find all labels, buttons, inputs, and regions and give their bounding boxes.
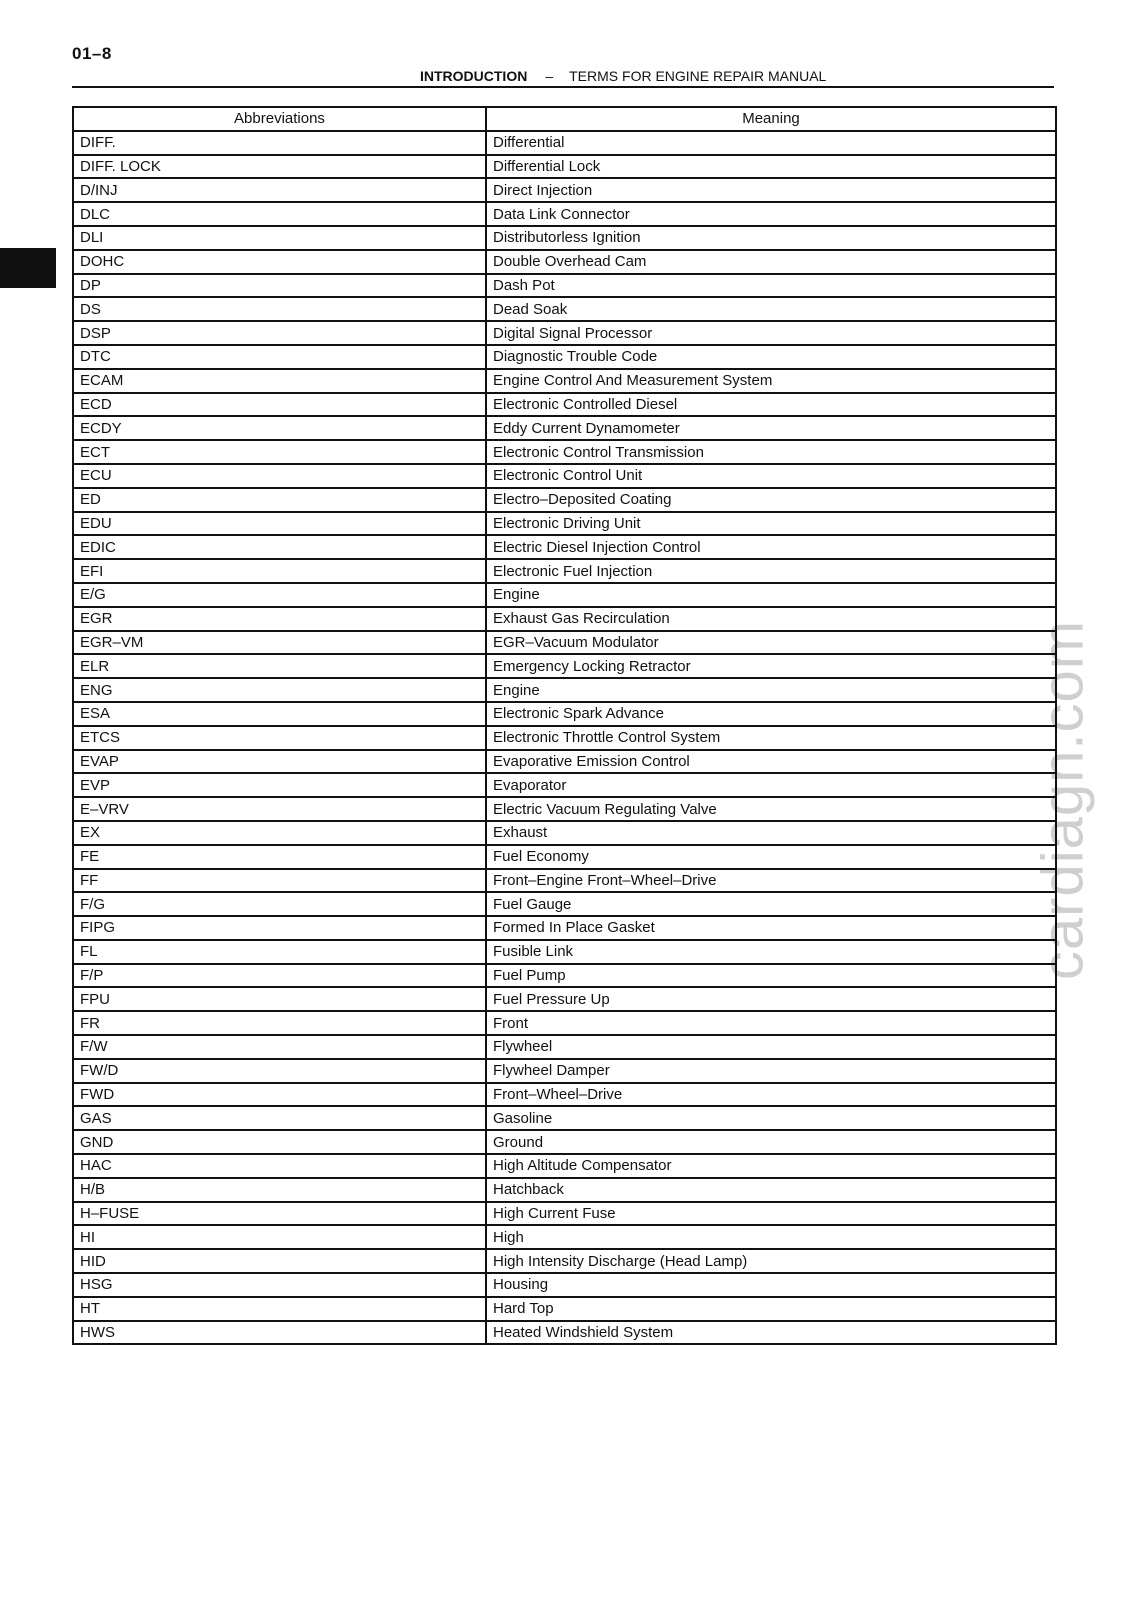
table-row <box>73 155 1056 179</box>
meaning-cell: Differential Lock <box>486 155 1056 179</box>
table-row <box>73 1297 1056 1321</box>
abbreviation-cell: H/B <box>73 1178 486 1202</box>
table-row <box>73 1225 1056 1249</box>
table-row <box>73 1011 1056 1035</box>
abbreviation-cell: HSG <box>73 1273 486 1297</box>
meaning-cell: Exhaust <box>486 821 1056 845</box>
meaning-cell: Hatchback <box>486 1178 1056 1202</box>
meaning-cell: Electronic Control Unit <box>486 464 1056 488</box>
table-row <box>73 440 1056 464</box>
table-row <box>73 131 1056 155</box>
table-row <box>73 797 1056 821</box>
abbreviation-cell: F/G <box>73 892 486 916</box>
abbreviation-cell: FE <box>73 845 486 869</box>
meaning-cell: Electronic Throttle Control System <box>486 726 1056 750</box>
meaning-cell: Fusible Link <box>486 940 1056 964</box>
abbreviation-cell: ECU <box>73 464 486 488</box>
table-row <box>73 535 1056 559</box>
meaning-cell: Engine <box>486 583 1056 607</box>
table-row <box>73 297 1056 321</box>
table-row <box>73 773 1056 797</box>
abbreviation-cell: FPU <box>73 987 486 1011</box>
abbreviation-cell: FR <box>73 1011 486 1035</box>
meaning-cell: Front <box>486 1011 1056 1035</box>
table-row <box>73 631 1056 655</box>
abbreviation-cell: DLI <box>73 226 486 250</box>
table-row <box>73 702 1056 726</box>
table-row <box>73 916 1056 940</box>
abbreviation-cell: EX <box>73 821 486 845</box>
table-body <box>73 131 1056 1345</box>
table-row <box>73 678 1056 702</box>
table-row <box>73 512 1056 536</box>
meaning-cell: Housing <box>486 1273 1056 1297</box>
table-row <box>73 250 1056 274</box>
meaning-cell: Eddy Current Dynamometer <box>486 416 1056 440</box>
meaning-cell: Gasoline <box>486 1106 1056 1130</box>
meaning-cell: Electronic Control Transmission <box>486 440 1056 464</box>
table-row <box>73 1178 1056 1202</box>
table-row <box>73 393 1056 417</box>
table-row <box>73 1154 1056 1178</box>
meaning-cell: Fuel Pressure Up <box>486 987 1056 1011</box>
table-row <box>73 274 1056 298</box>
meaning-cell: EGR–Vacuum Modulator <box>486 631 1056 655</box>
meaning-cell: Electric Vacuum Regulating Valve <box>486 797 1056 821</box>
table-row <box>73 416 1056 440</box>
table-row <box>73 726 1056 750</box>
meaning-cell: Evaporator <box>486 773 1056 797</box>
abbreviation-cell: FW/D <box>73 1059 486 1083</box>
table-row <box>73 964 1056 988</box>
table-row <box>73 1273 1056 1297</box>
subsection-title: TERMS FOR ENGINE REPAIR MANUAL <box>569 68 827 84</box>
meaning-cell: Electronic Controlled Diesel <box>486 393 1056 417</box>
header-separator: – <box>545 68 554 84</box>
abbreviation-cell: DIFF. LOCK <box>73 155 486 179</box>
abbreviation-cell: D/INJ <box>73 178 486 202</box>
meaning-cell: Hard Top <box>486 1297 1056 1321</box>
table-row <box>73 1202 1056 1226</box>
meaning-cell: Fuel Gauge <box>486 892 1056 916</box>
table-row <box>73 1106 1056 1130</box>
table-row <box>73 464 1056 488</box>
abbreviation-cell: DOHC <box>73 250 486 274</box>
meaning-cell: High <box>486 1225 1056 1249</box>
section-thumb-tab <box>0 248 56 288</box>
meaning-cell: High Intensity Discharge (Head Lamp) <box>486 1249 1056 1273</box>
abbreviation-cell: DP <box>73 274 486 298</box>
table-row <box>73 178 1056 202</box>
table-row <box>73 654 1056 678</box>
meaning-cell: Direct Injection <box>486 178 1056 202</box>
abbreviation-cell: HWS <box>73 1321 486 1345</box>
abbreviation-cell: F/W <box>73 1035 486 1059</box>
meaning-cell: Exhaust Gas Recirculation <box>486 607 1056 631</box>
abbreviation-cell: ECAM <box>73 369 486 393</box>
meaning-cell: Electronic Driving Unit <box>486 512 1056 536</box>
abbreviation-cell: ECT <box>73 440 486 464</box>
table-row <box>73 369 1056 393</box>
abbreviations-table <box>72 106 1057 1345</box>
meaning-cell: Flywheel <box>486 1035 1056 1059</box>
meaning-cell: Differential <box>486 131 1056 155</box>
abbreviation-cell: DLC <box>73 202 486 226</box>
table-row <box>73 940 1056 964</box>
abbreviation-cell: HI <box>73 1225 486 1249</box>
column-header-abbreviations: Abbreviations <box>73 107 486 131</box>
abbreviation-cell: EFI <box>73 559 486 583</box>
abbreviation-cell: FWD <box>73 1083 486 1107</box>
abbreviation-cell: H–FUSE <box>73 1202 486 1226</box>
meaning-cell: Front–Engine Front–Wheel–Drive <box>486 869 1056 893</box>
abbreviation-cell: EVAP <box>73 750 486 774</box>
abbreviation-cell: EDIC <box>73 535 486 559</box>
meaning-cell: Emergency Locking Retractor <box>486 654 1056 678</box>
abbreviation-cell: DIFF. <box>73 131 486 155</box>
meaning-cell: Engine <box>486 678 1056 702</box>
meaning-cell: Dash Pot <box>486 274 1056 298</box>
column-header-meaning: Meaning <box>486 107 1056 131</box>
abbreviation-cell: FIPG <box>73 916 486 940</box>
meaning-cell: Data Link Connector <box>486 202 1056 226</box>
table-row <box>73 321 1056 345</box>
abbreviation-cell: ENG <box>73 678 486 702</box>
watermark: cardiagn.com <box>1030 619 1096 981</box>
header-rule <box>72 86 1054 88</box>
table-row <box>73 1130 1056 1154</box>
table-row <box>73 488 1056 512</box>
abbreviation-cell: F/P <box>73 964 486 988</box>
table-row <box>73 583 1056 607</box>
meaning-cell: Electronic Spark Advance <box>486 702 1056 726</box>
abbreviation-cell: ECDY <box>73 416 486 440</box>
meaning-cell: Electronic Fuel Injection <box>486 559 1056 583</box>
meaning-cell: Double Overhead Cam <box>486 250 1056 274</box>
table-row <box>73 1035 1056 1059</box>
abbreviation-cell: E/G <box>73 583 486 607</box>
abbreviation-cell: EDU <box>73 512 486 536</box>
abbreviation-cell: E–VRV <box>73 797 486 821</box>
meaning-cell: Dead Soak <box>486 297 1056 321</box>
table-row <box>73 869 1056 893</box>
table-row <box>73 607 1056 631</box>
meaning-cell: Flywheel Damper <box>486 1059 1056 1083</box>
abbreviation-cell: HT <box>73 1297 486 1321</box>
meaning-cell: Engine Control And Measurement System <box>486 369 1056 393</box>
meaning-cell: Electric Diesel Injection Control <box>486 535 1056 559</box>
abbreviation-cell: ED <box>73 488 486 512</box>
abbreviation-cell: ECD <box>73 393 486 417</box>
table-row <box>73 892 1056 916</box>
table-row <box>73 987 1056 1011</box>
abbreviation-cell: ETCS <box>73 726 486 750</box>
section-title: INTRODUCTION <box>420 68 528 84</box>
table-row <box>73 1059 1056 1083</box>
abbreviation-cell: FL <box>73 940 486 964</box>
table-row <box>73 559 1056 583</box>
abbreviation-cell: HID <box>73 1249 486 1273</box>
table-row <box>73 1249 1056 1273</box>
meaning-cell: Front–Wheel–Drive <box>486 1083 1056 1107</box>
table-row <box>73 821 1056 845</box>
abbreviation-cell: ELR <box>73 654 486 678</box>
meaning-cell: Electro–Deposited Coating <box>486 488 1056 512</box>
abbreviation-cell: FF <box>73 869 486 893</box>
meaning-cell: Heated Windshield System <box>486 1321 1056 1345</box>
table-row <box>73 845 1056 869</box>
table-row <box>73 345 1056 369</box>
meaning-cell: Ground <box>486 1130 1056 1154</box>
table-row <box>73 750 1056 774</box>
meaning-cell: Formed In Place Gasket <box>486 916 1056 940</box>
meaning-cell: Distributorless Ignition <box>486 226 1056 250</box>
meaning-cell: Evaporative Emission Control <box>486 750 1056 774</box>
abbreviation-cell: EGR <box>73 607 486 631</box>
meaning-cell: Fuel Economy <box>486 845 1056 869</box>
abbreviation-cell: HAC <box>73 1154 486 1178</box>
abbreviation-cell: ESA <box>73 702 486 726</box>
meaning-cell: High Altitude Compensator <box>486 1154 1056 1178</box>
abbreviation-cell: DTC <box>73 345 486 369</box>
page-number: 01–8 <box>72 44 112 63</box>
abbreviation-cell: DS <box>73 297 486 321</box>
meaning-cell: High Current Fuse <box>486 1202 1056 1226</box>
abbreviation-cell: GAS <box>73 1106 486 1130</box>
abbreviation-cell: DSP <box>73 321 486 345</box>
meaning-cell: Digital Signal Processor <box>486 321 1056 345</box>
abbreviation-cell: EGR–VM <box>73 631 486 655</box>
abbreviation-cell: EVP <box>73 773 486 797</box>
meaning-cell: Diagnostic Trouble Code <box>486 345 1056 369</box>
table-row <box>73 1321 1056 1345</box>
running-header <box>420 68 826 84</box>
table-header-row <box>73 107 1056 131</box>
table-row <box>73 1083 1056 1107</box>
meaning-cell: Fuel Pump <box>486 964 1056 988</box>
abbreviation-cell: GND <box>73 1130 486 1154</box>
table-row <box>73 226 1056 250</box>
table-row <box>73 202 1056 226</box>
